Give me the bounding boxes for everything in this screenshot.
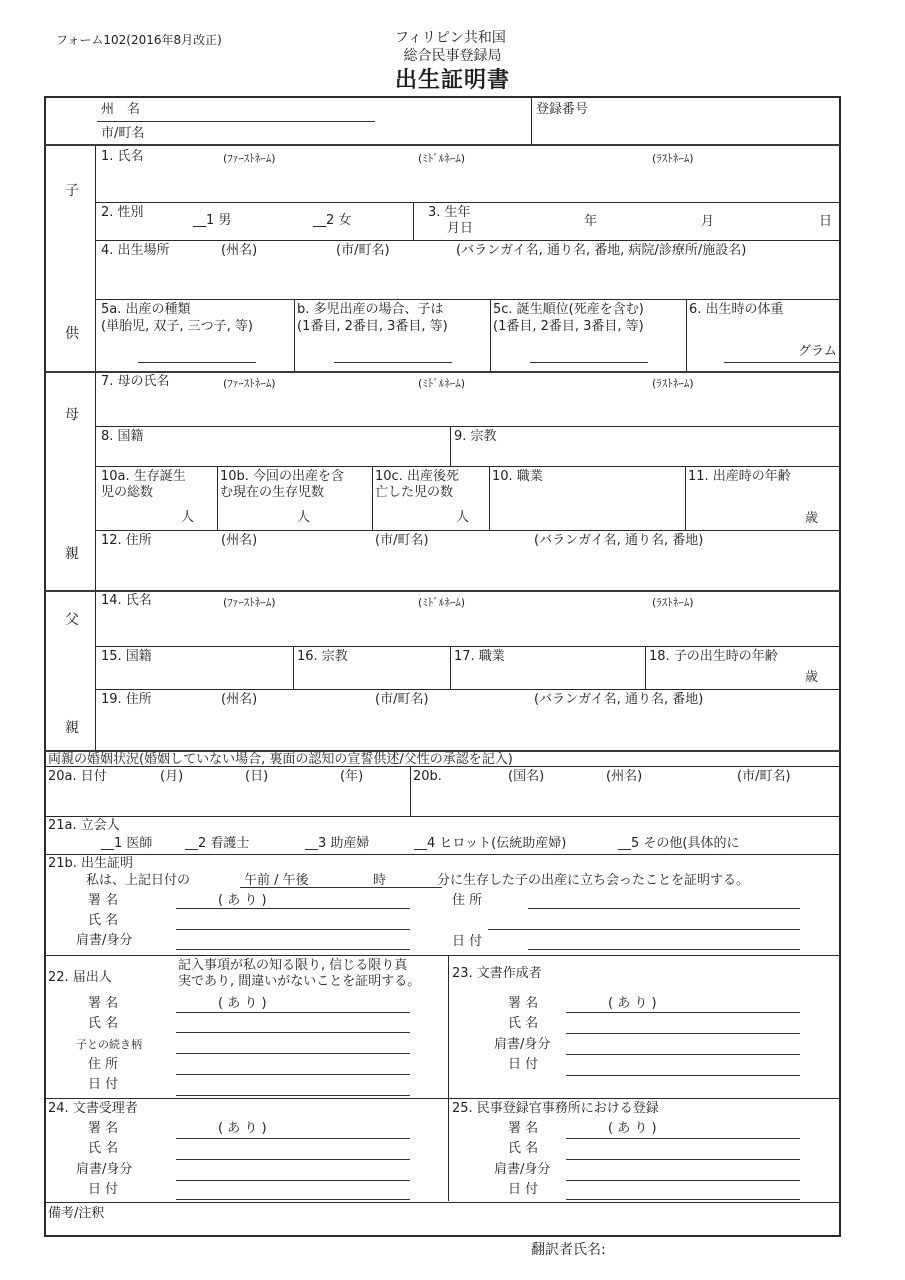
sex-label: 2. 性別 (101, 205, 144, 220)
informant-date-label: 日 付 (88, 1077, 119, 1092)
father-age-label: 18. 子の出生時の年齢 (649, 649, 778, 664)
birth-order-hint: (1番目, 2番目, 3番目, 等) (493, 319, 644, 334)
certification-statement-2: 分に生存した子の出産に立ち会ったことを証明する。 (437, 873, 750, 888)
certification-statement-1: 私は、上記日付の (86, 873, 191, 888)
registry-number-label: 登録番号 (536, 102, 589, 117)
section-mother-2: 親 (65, 546, 79, 562)
mother-address-province-hint: (州名) (221, 533, 258, 548)
registrar-signature-value: ( あ り ) (608, 1121, 657, 1136)
divider (217, 466, 218, 530)
persons-unit: 人 (181, 510, 195, 525)
total-live-born-label-1: 10a. 生存誕生 (101, 469, 186, 484)
cert-date-label: 日 付 (452, 934, 483, 949)
underline (566, 1033, 800, 1034)
attendant-option-nurse[interactable]: __2 看護士 (185, 836, 250, 851)
living-children-label-1: 10b. 今回の出産を含 (220, 469, 345, 484)
marriage-city-hint: (市/町名) (737, 769, 791, 784)
section-father-1: 父 (65, 612, 79, 628)
attendant-option-hilot[interactable]: __4 ヒロット(伝統助産婦) (414, 836, 567, 851)
attendant-heading: 21a. 立会人 (48, 818, 120, 833)
father-citizenship-label: 15. 国籍 (101, 649, 152, 664)
province-underline (97, 121, 375, 122)
divider (96, 202, 841, 203)
divider (645, 646, 646, 689)
informant-statement-1: 記入事項が私の知る限り, 信じる限り真 (178, 958, 408, 973)
country-text: フィリピン共和国 (395, 30, 506, 46)
underline (176, 1199, 410, 1200)
receiver-heading: 24. 文書受理者 (48, 1101, 138, 1116)
underline (566, 1075, 800, 1076)
father-middle-name-hint: (ﾐﾄﾞﾙﾈｰﾑ) (418, 596, 466, 609)
underline (176, 949, 410, 950)
multiple-birth-hint: (1番目, 2番目, 3番目, 等) (297, 319, 448, 334)
divider (450, 646, 451, 689)
father-address-label: 19. 住所 (101, 692, 152, 707)
underline (530, 362, 648, 363)
underline (566, 1159, 800, 1160)
birthplace-city-hint: (市/町名) (336, 243, 390, 258)
divider (413, 202, 414, 240)
section-mother-1: 母 (65, 407, 79, 423)
mother-last-name-hint: (ﾗｽﾄﾈｰﾑ) (652, 377, 694, 390)
divider (45, 371, 841, 373)
persons-unit: 人 (297, 510, 311, 525)
receiver-name-label: 氏 名 (88, 1141, 119, 1156)
underline (176, 1074, 410, 1075)
father-address-detail-hint: (バランガイ名, 通り名, 番地) (534, 692, 704, 707)
agency-name (0, 45, 905, 65)
country-name (0, 27, 905, 47)
birthplace-detail-hint: (バランガイ名, 通り名, 番地, 病院/診療所/施設名) (456, 243, 747, 258)
document-title-text: 出生証明書 (394, 68, 510, 93)
underline (724, 362, 840, 363)
divider (372, 466, 373, 530)
divider (450, 426, 451, 466)
preparer-name-label: 氏 名 (508, 1016, 539, 1031)
birth-order-label: 5c. 誕生順位(死産を含む) (493, 302, 644, 317)
cert-name-label: 氏 名 (88, 913, 119, 928)
divider (448, 1098, 449, 1201)
divider (96, 689, 841, 690)
child-name-label: 1. 氏名 (101, 149, 144, 164)
birth-weight-label: 6. 出生時の体重 (689, 302, 784, 317)
living-children-label-2: む現在の生存児数 (220, 485, 325, 500)
receiver-signature-label: 署 名 (88, 1121, 119, 1136)
divider (45, 854, 841, 855)
preparer-heading: 23. 文書作成者 (452, 966, 542, 981)
underline (176, 1138, 410, 1139)
underline (176, 1180, 410, 1181)
grams-unit: グラム (798, 344, 837, 359)
remarks-label: 備考/注釈 (48, 1206, 105, 1221)
marriage-date-label: 20a. 日付 (48, 769, 107, 784)
registrar-heading: 25. 民事登録官事務所における登録 (452, 1101, 659, 1116)
attendant-option-midwife[interactable]: __3 助産婦 (305, 836, 370, 851)
divider (45, 955, 841, 956)
registrar-title-label: 肩書/身分 (494, 1162, 551, 1177)
sex-option-female[interactable]: __2 女 (313, 213, 352, 228)
divider (490, 299, 491, 371)
divider (45, 590, 841, 592)
child-first-name-hint: (ﾌｧｰｽﾄﾈｰﾑ) (223, 152, 276, 165)
divider (95, 145, 96, 751)
attendant-option-physician[interactable]: __1 医師 (101, 836, 153, 851)
divider (294, 299, 295, 371)
underline (566, 1199, 800, 1200)
informant-name-label: 氏 名 (88, 1016, 119, 1031)
section-child-2: 供 (65, 326, 79, 342)
marriage-country-hint: (国名) (508, 769, 545, 784)
father-last-name-hint: (ﾗｽﾄﾈｰﾑ) (652, 596, 694, 609)
deceased-children-label-1: 10c. 出産後死 (375, 469, 459, 484)
divider (293, 646, 294, 689)
mother-first-name-hint: (ﾌｧｰｽﾄﾈｰﾑ) (223, 377, 276, 390)
section-father-2: 親 (65, 720, 79, 736)
dob-day: 日 (819, 214, 833, 229)
certification-heading: 21b. 出生証明 (48, 856, 134, 871)
province-label: 州 名 (101, 102, 141, 117)
divider (45, 1098, 841, 1099)
divider (410, 766, 411, 816)
marriage-place-label: 20b. (413, 769, 442, 784)
divider (96, 426, 841, 427)
father-address-city-hint: (市/町名) (375, 692, 429, 707)
document-title (0, 63, 905, 94)
section-child-1: 子 (65, 183, 79, 199)
father-address-province-hint: (州名) (221, 692, 258, 707)
child-middle-name-hint: (ﾐﾄﾞﾙﾈｰﾑ) (418, 152, 466, 165)
underline (566, 1054, 800, 1055)
years-old-unit: 歳 (805, 511, 819, 526)
hour-field[interactable]: 時 (373, 873, 387, 888)
translator-name-label: 翻訳者氏名: (531, 1242, 606, 1258)
preparer-date-label: 日 付 (508, 1057, 539, 1072)
underline (566, 1012, 800, 1013)
cert-signature-value: ( あ り ) (218, 893, 267, 908)
mother-address-label: 12. 住所 (101, 533, 152, 548)
preparer-title-label: 肩書/身分 (494, 1037, 551, 1052)
underline (176, 1053, 410, 1054)
marriage-year-hint: (年) (340, 769, 364, 784)
divider (96, 646, 841, 647)
sex-option-male[interactable]: __1 男 (193, 213, 232, 228)
registrar-date-label: 日 付 (508, 1182, 539, 1197)
divider (96, 466, 841, 467)
preparer-signature-value: ( あ り ) (608, 996, 657, 1011)
mother-age-label: 11. 出産時の年齢 (688, 469, 791, 484)
divider (531, 97, 532, 144)
father-name-label: 14. 氏名 (101, 593, 152, 608)
city-label: 市/町名 (101, 126, 145, 141)
birth-type-label: 5a. 出産の種類 (101, 302, 191, 317)
mother-address-detail-hint: (バランガイ名, 通り名, 番地) (534, 533, 704, 548)
informant-heading: 22. 届出人 (48, 970, 112, 985)
birthplace-province-hint: (州名) (221, 243, 258, 258)
receiver-signature-value: ( あ り ) (218, 1121, 267, 1136)
underline (176, 1095, 410, 1096)
divider (45, 1202, 841, 1203)
marriage-month-hint: (月) (160, 769, 184, 784)
divider (45, 144, 841, 146)
multiple-birth-label: b. 多児出産の場合、子は (297, 302, 444, 317)
divider (96, 240, 841, 241)
divider (96, 530, 841, 531)
dob-month: 月 (701, 214, 715, 229)
mother-address-city-hint: (市/町名) (375, 533, 429, 548)
cert-address-label: 住 所 (452, 893, 483, 908)
years-old-unit: 歳 (805, 670, 819, 685)
am-pm-field[interactable]: 午前 / 午後 (244, 873, 309, 888)
underline (566, 1138, 800, 1139)
divider (448, 955, 449, 1098)
marriage-province-hint: (州名) (606, 769, 643, 784)
underline (566, 1180, 800, 1181)
deceased-children-label-2: 亡した児の数 (375, 485, 454, 500)
child-last-name-hint: (ﾗｽﾄﾈｰﾑ) (652, 152, 694, 165)
marriage-heading: 両親の婚姻状況(婚姻していない場合, 裏面の認知の宣誓供述/父性の承認を記入) (48, 752, 513, 767)
registrar-signature-label: 署 名 (508, 1121, 539, 1136)
underline (176, 929, 410, 930)
mother-occupation-label: 10. 職業 (492, 469, 543, 484)
informant-address-label: 住 所 (88, 1057, 119, 1072)
underline (528, 908, 800, 909)
father-occupation-label: 17. 職業 (454, 649, 505, 664)
divider (489, 466, 490, 530)
dob-label-1: 3. 生年 (428, 205, 471, 220)
underline (176, 1159, 410, 1160)
marriage-day-hint: (日) (245, 769, 269, 784)
dob-year: 年 (584, 214, 598, 229)
divider (96, 299, 841, 300)
preparer-signature-label: 署 名 (508, 996, 539, 1011)
informant-signature-label: 署 名 (88, 996, 119, 1011)
underline (176, 908, 410, 909)
informant-relation-label: 子との続き柄 (76, 1038, 142, 1051)
underline (488, 929, 800, 930)
divider (45, 816, 841, 817)
birth-certificate-form (44, 96, 841, 1237)
underline (528, 949, 800, 950)
underline (176, 1012, 410, 1013)
underline (176, 1032, 410, 1033)
birthplace-label: 4. 出生場所 (101, 243, 170, 258)
receiver-date-label: 日 付 (88, 1182, 119, 1197)
agency-text: 総合民事登録局 (403, 48, 502, 64)
birth-type-hint: (単胎児, 双子, 三つ子, 等) (101, 319, 253, 334)
mother-religion-label: 9. 宗教 (454, 429, 497, 444)
underline (138, 362, 256, 363)
underline (334, 362, 452, 363)
form-number: フォーム102(2016年8月改正) (56, 33, 222, 47)
mother-middle-name-hint: (ﾐﾄﾞﾙﾈｰﾑ) (418, 377, 466, 390)
divider (686, 299, 687, 371)
cert-title-label: 肩書/身分 (76, 933, 133, 948)
dob-label-2: 月日 (447, 221, 474, 236)
mother-name-label: 7. 母の氏名 (101, 374, 170, 389)
registrar-name-label: 氏 名 (508, 1141, 539, 1156)
attendant-option-other[interactable]: __5 その他(具体的に (618, 836, 740, 851)
father-first-name-hint: (ﾌｧｰｽﾄﾈｰﾑ) (223, 596, 276, 609)
receiver-title-label: 肩書/身分 (76, 1162, 133, 1177)
informant-signature-value: ( あ り ) (218, 996, 267, 1011)
divider (685, 466, 686, 530)
father-religion-label: 16. 宗教 (297, 649, 348, 664)
persons-unit: 人 (456, 510, 470, 525)
total-live-born-label-2: 児の総数 (101, 485, 154, 500)
informant-statement-2: 実であり, 間違いがないことを証明する。 (178, 974, 421, 989)
cert-signature-label: 署 名 (88, 893, 119, 908)
mother-citizenship-label: 8. 国籍 (101, 429, 144, 444)
